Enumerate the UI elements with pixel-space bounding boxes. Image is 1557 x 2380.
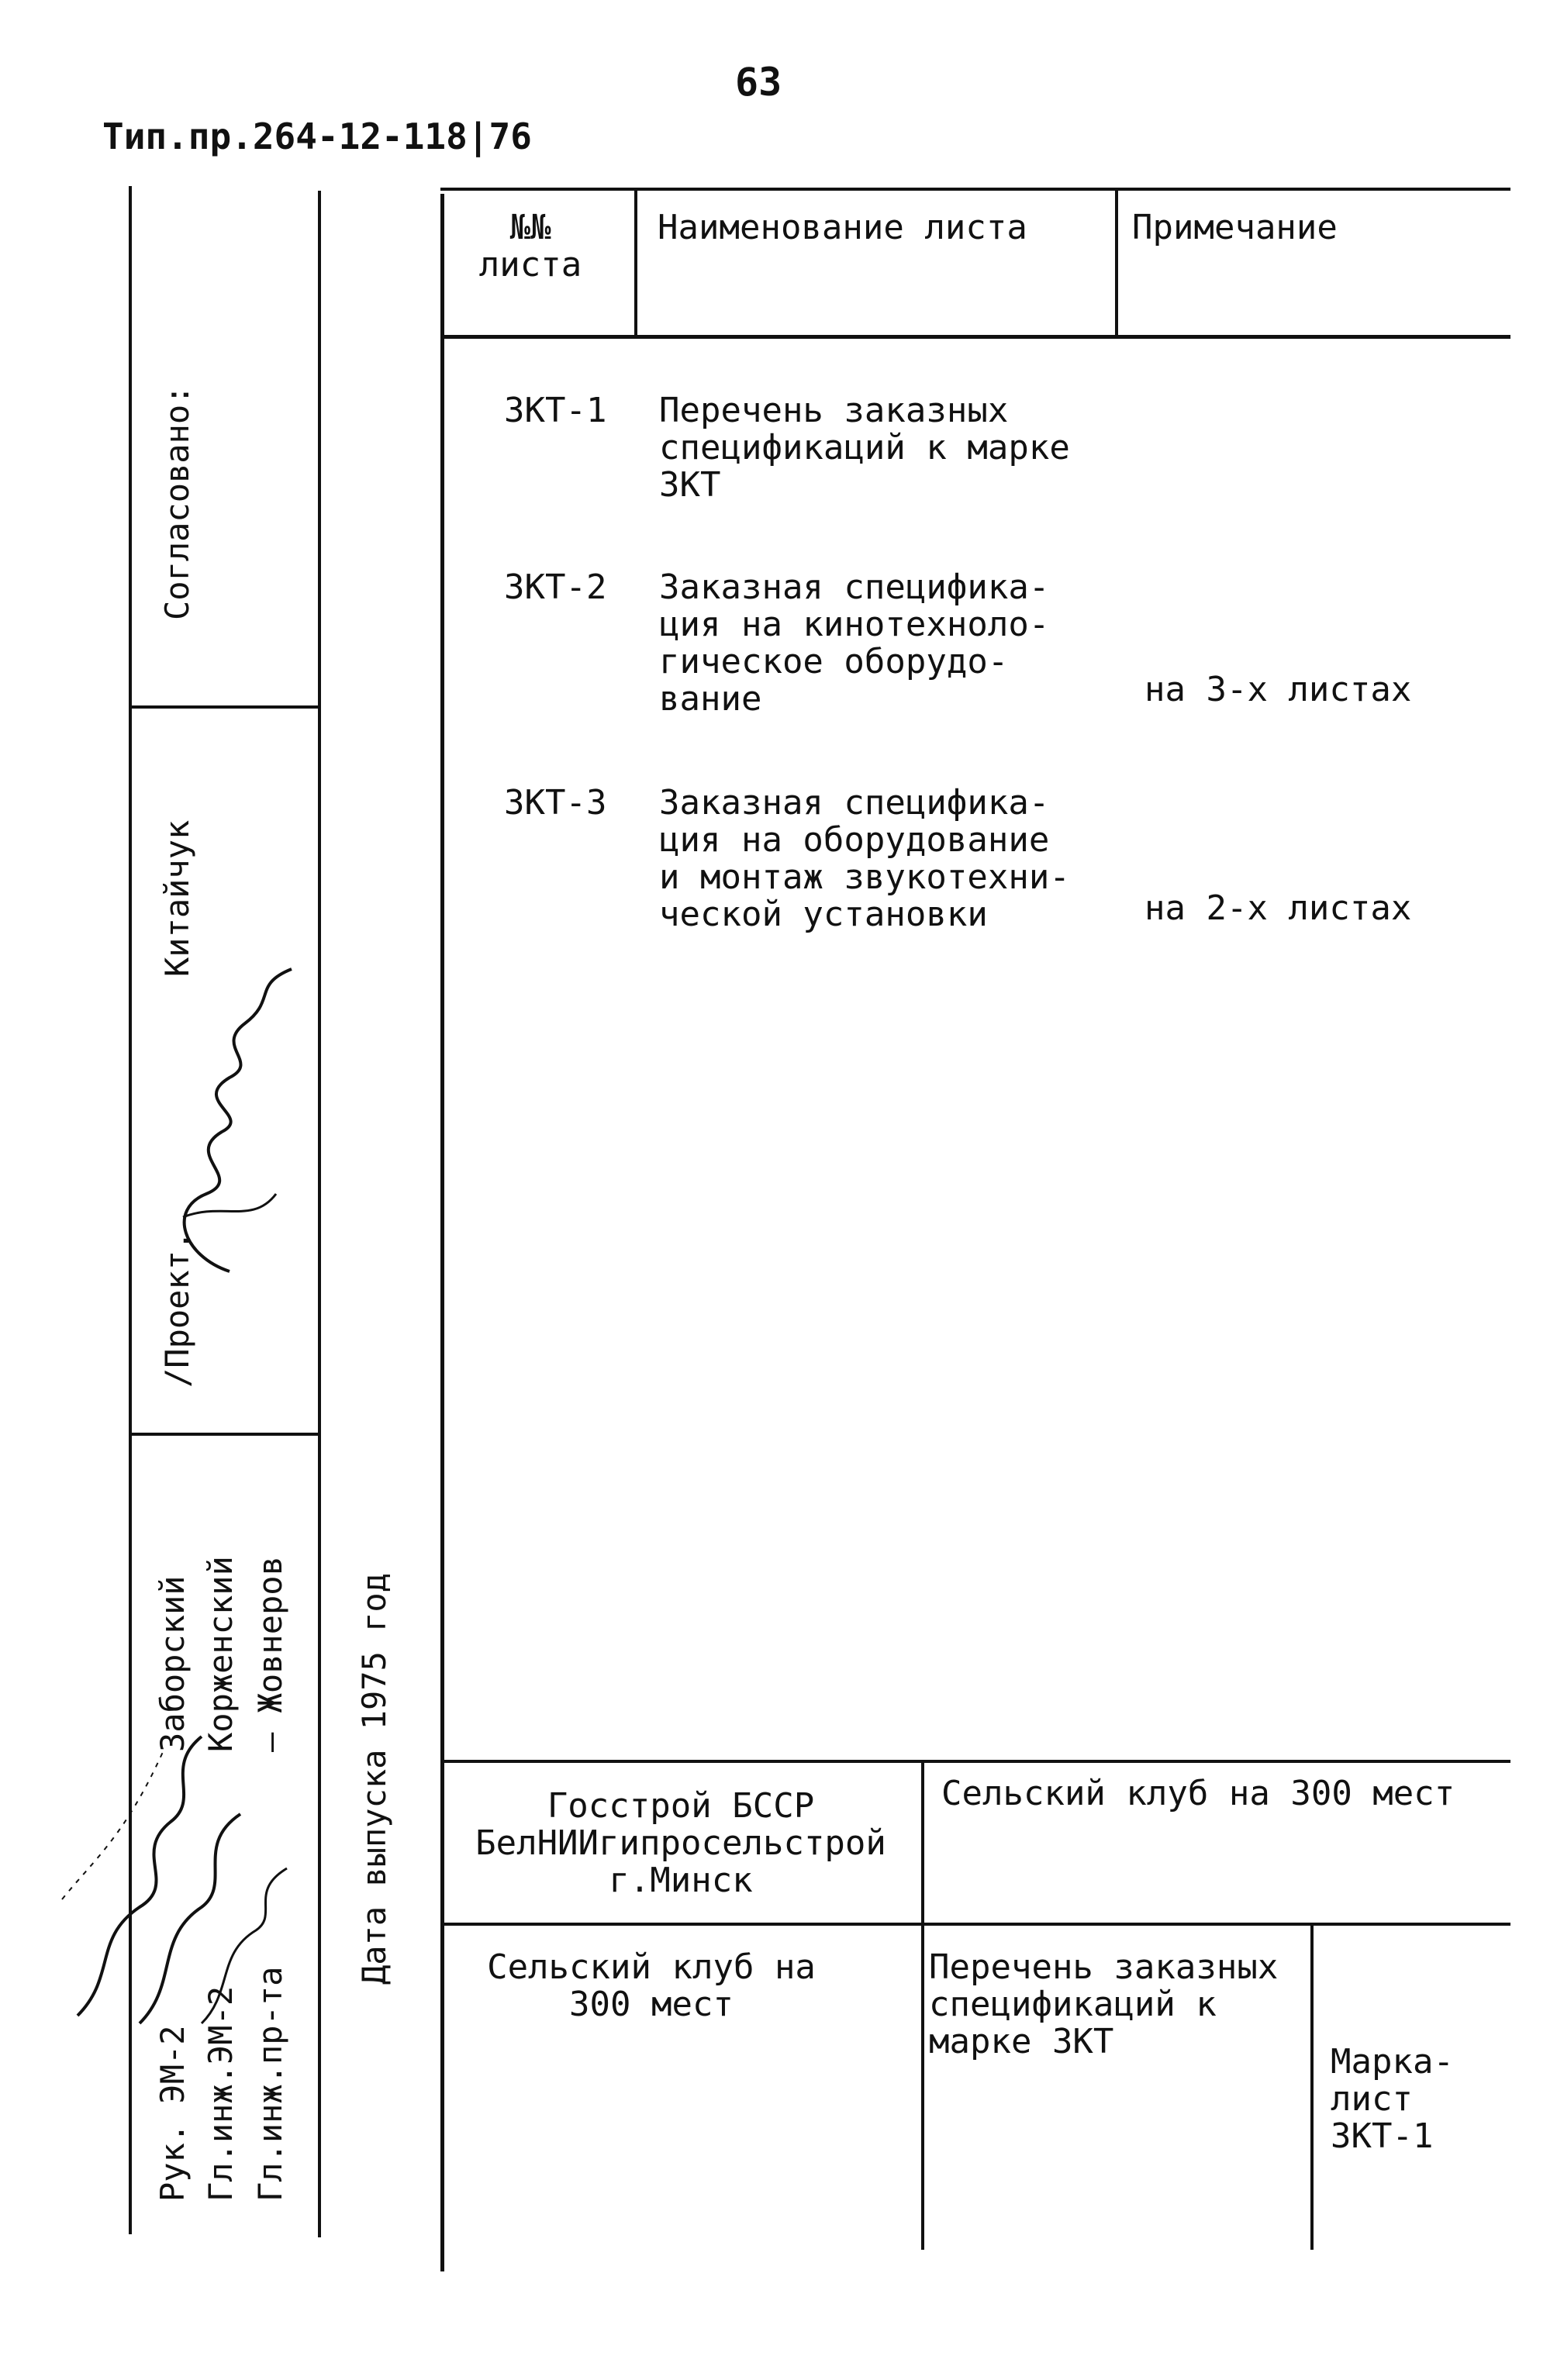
stamp-top-border (444, 1760, 1510, 1763)
stamp-sheet-title: Перечень заказных спецификаций к марке 3КТ (929, 1947, 1279, 2061)
stamp-mark-divider (1310, 1924, 1314, 2250)
table-header-bottom (440, 335, 1510, 339)
sidebar-hline-1 (130, 705, 319, 709)
header-sheet-name: Наименование листа (658, 208, 1027, 247)
row-3-name: Заказная специфика- ция на оборудование и монтаж звукотехни- ческой установки (659, 783, 1070, 934)
signatures-scribble-icon (47, 1706, 326, 2031)
role-chief-engineer-em2: Гл.инж.ЭМ-2 (202, 1985, 240, 2202)
stamp-organization: Госстрой БССР БелНИИгипросельстрой г.Минск (475, 1786, 886, 1900)
release-date: Дата выпуска 1975 год (355, 1572, 393, 1985)
row-2-note: на 3-х листах (1144, 670, 1412, 709)
role-chief-project-engineer: Гл.инж.пр-та (251, 1966, 289, 2202)
agreed-label: Согласовано: (158, 385, 196, 620)
row-3-code: 3КТ-3 (504, 783, 607, 823)
project-signature-icon (136, 961, 315, 1287)
role-head-em2: Рук. ЭМ-2 (154, 2025, 192, 2202)
row-2-code: 3КТ-2 (504, 567, 607, 607)
stamp-object: Сельский клуб на 300 мест (487, 1947, 816, 2024)
stamp-sheet-mark: Марка- лист 3КТ-1 (1331, 2042, 1454, 2156)
table-top-border (440, 188, 1510, 191)
name-korzhensky: Корженский (202, 1556, 240, 1752)
row-2-name: Заказная специфика- ция на кинотехноло- гическое оборудо- вание (659, 567, 1050, 719)
header-col-divider-2 (1115, 189, 1118, 338)
header-col-divider-1 (634, 189, 637, 338)
sidebar-hline-2 (130, 1433, 319, 1436)
row-1-name: Перечень заказных спецификаций к марке 3КТ (659, 391, 1070, 505)
row-1-code: 3КТ-1 (504, 391, 607, 430)
header-note: Примечание (1132, 208, 1338, 247)
row-3-note: на 2-х листах (1144, 888, 1412, 928)
stamp-col-divider (921, 1761, 924, 2250)
project-signer-name: Китайчук (158, 819, 196, 977)
document-code: Тип.пр.264-12-118|76 (102, 116, 532, 157)
name-zhovnerov: – Жовнеров (251, 1556, 289, 1752)
table-left-border (440, 194, 444, 2271)
page-number: 63 (735, 60, 782, 105)
stamp-mid-border (444, 1923, 1510, 1926)
name-zaborsky: Заборский (154, 1575, 192, 1752)
header-sheet-number: №№ листа (478, 208, 582, 285)
stamp-project: Сельский клуб на 300 мест (941, 1774, 1455, 1813)
project-label: /Проект. (158, 1230, 196, 1388)
